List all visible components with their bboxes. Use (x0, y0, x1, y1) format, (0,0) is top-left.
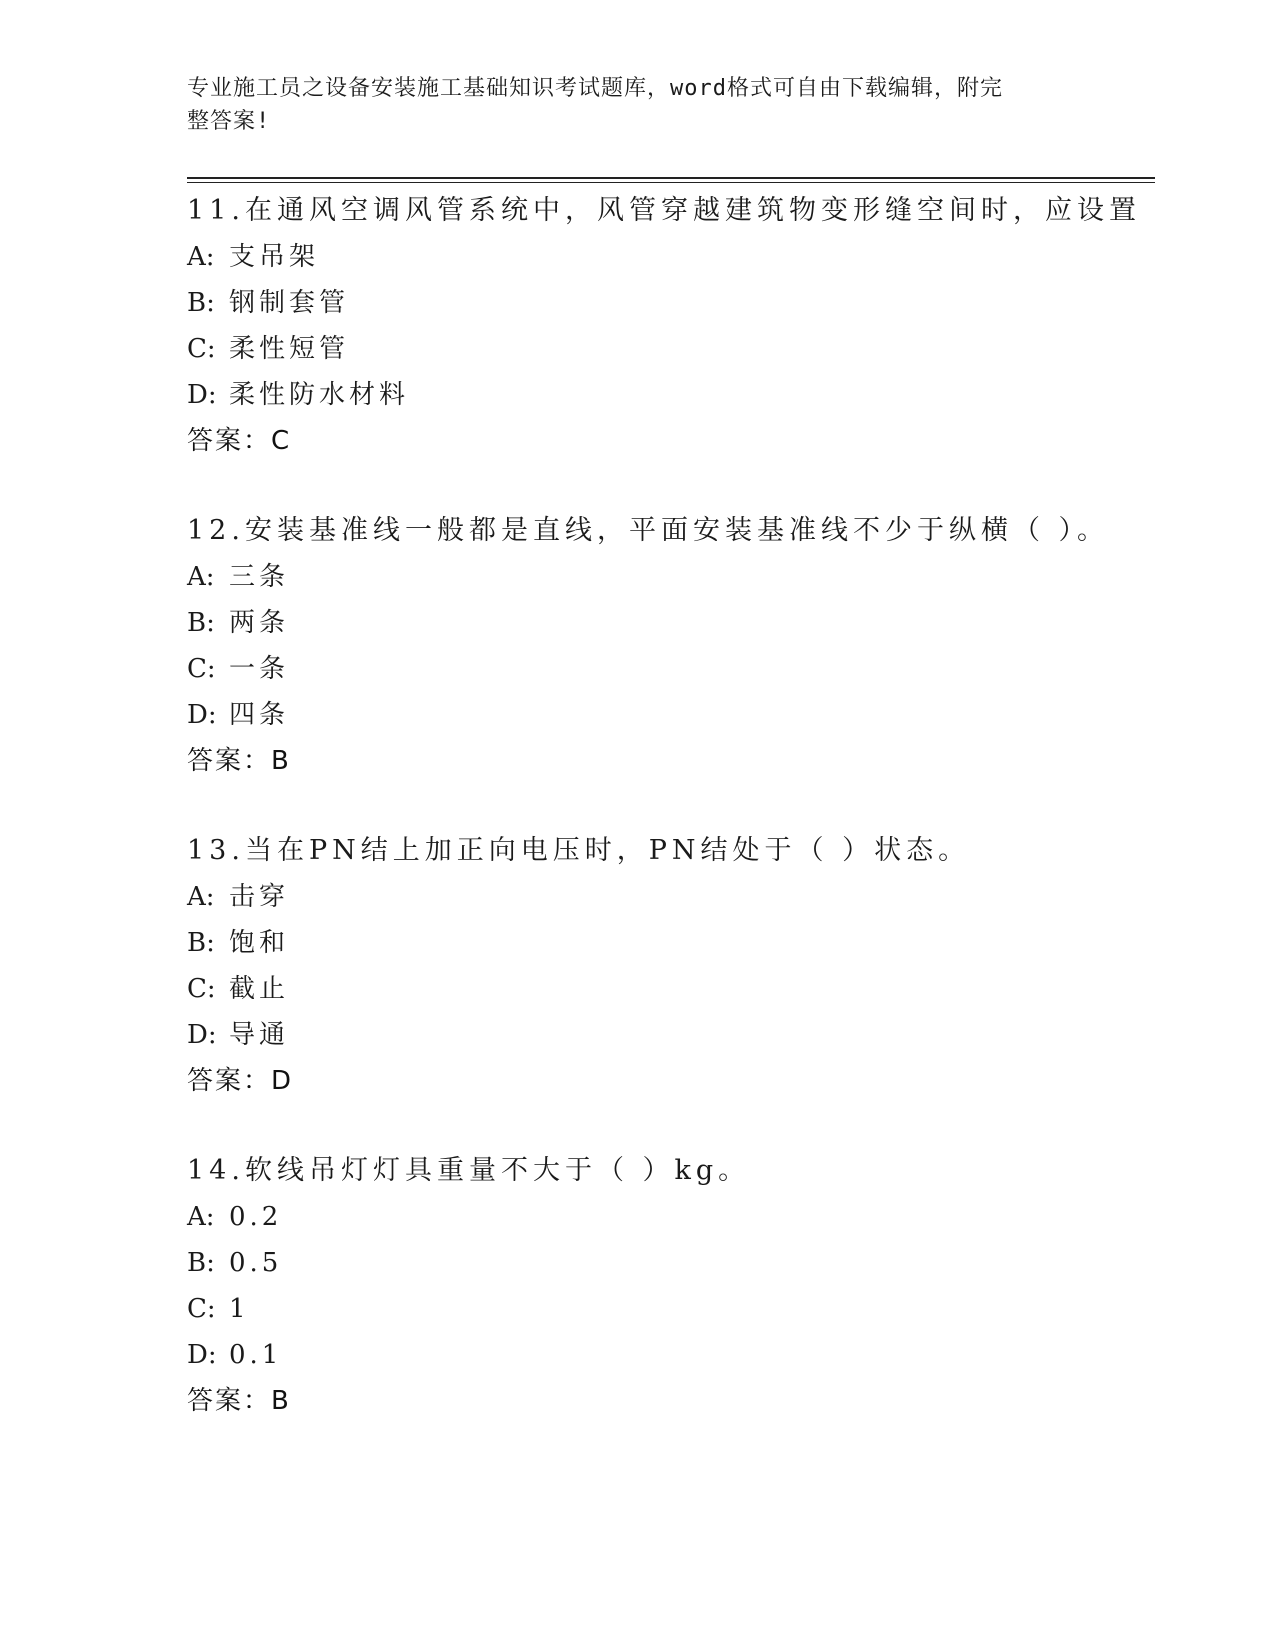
option-text: 钢制套管 (229, 288, 350, 318)
option-b (187, 280, 1155, 326)
option-a (187, 554, 1155, 600)
option-key: C: (187, 1294, 216, 1324)
answer-line: 答案：B (187, 1386, 291, 1416)
option-d (187, 1332, 1155, 1378)
option-text: 0.1 (229, 1340, 283, 1370)
option-text: 支吊架 (229, 242, 320, 272)
option-text: 一条 (229, 654, 290, 684)
option-d (187, 1012, 1155, 1058)
option-key: A: (187, 1202, 215, 1232)
answer-line: 答案：C (187, 426, 292, 456)
header-line-2: 整答案! (187, 109, 271, 134)
option-key: C: (187, 334, 216, 364)
option-text: 四条 (229, 700, 290, 730)
option-key: A: (187, 242, 215, 272)
option-key: A: (187, 562, 215, 592)
option-c (187, 326, 1155, 372)
answer-line: 答案：B (187, 746, 291, 776)
option-text: 0.2 (229, 1202, 283, 1232)
option-c (187, 1286, 1155, 1332)
question-stem: 14.软线吊灯灯具重量不大于（ ）kg。 (187, 1155, 751, 1186)
option-key: C: (187, 654, 216, 684)
option-text: 两条 (229, 608, 290, 638)
question-stem: 12.安装基准线一般都是直线，平面安装基准线不少于纵横（ ）。 (187, 515, 1110, 546)
option-a (187, 874, 1155, 920)
option-key: D: (187, 1340, 217, 1370)
option-c (187, 646, 1155, 692)
question-12 (187, 508, 1155, 828)
option-c (187, 966, 1155, 1012)
answer-line: 答案：D (187, 1066, 294, 1096)
option-text: 0.5 (229, 1248, 283, 1278)
option-key: B: (187, 928, 215, 958)
question-stem: 11.在通风空调风管系统中，风管穿越建筑物变形缝空间时，应设置 (187, 195, 1141, 226)
option-key: D: (187, 700, 217, 730)
question-stem: 13.当在PN结上加正向电压时，PN结处于（ ）状态。 (187, 835, 971, 866)
question-list (187, 188, 1155, 1468)
option-key: B: (187, 288, 215, 318)
option-text: 1 (229, 1294, 250, 1324)
option-text: 导通 (229, 1020, 290, 1050)
option-b (187, 600, 1155, 646)
option-key: B: (187, 608, 215, 638)
option-key: D: (187, 1020, 217, 1050)
option-text: 三条 (229, 562, 290, 592)
option-text: 截止 (229, 974, 290, 1004)
option-text: 击穿 (229, 882, 290, 912)
option-key: D: (187, 380, 217, 410)
header-divider-thin (187, 182, 1155, 183)
option-b (187, 1240, 1155, 1286)
option-a (187, 1194, 1155, 1240)
option-d (187, 692, 1155, 738)
document-header (187, 72, 1067, 138)
header-divider-thick (187, 177, 1155, 179)
option-key: C: (187, 974, 216, 1004)
header-line-1: 专业施工员之设备安装施工基础知识考试题库，word格式可自由下载编辑，附完 (187, 76, 1003, 101)
question-14 (187, 1148, 1155, 1468)
option-b (187, 920, 1155, 966)
option-key: A: (187, 882, 215, 912)
option-text: 柔性防水材料 (229, 380, 410, 410)
option-key: B: (187, 1248, 215, 1278)
option-d (187, 372, 1155, 418)
question-11 (187, 188, 1155, 508)
option-text: 饱和 (229, 928, 290, 958)
option-text: 柔性短管 (229, 334, 350, 364)
option-a (187, 234, 1155, 280)
question-13 (187, 828, 1155, 1148)
